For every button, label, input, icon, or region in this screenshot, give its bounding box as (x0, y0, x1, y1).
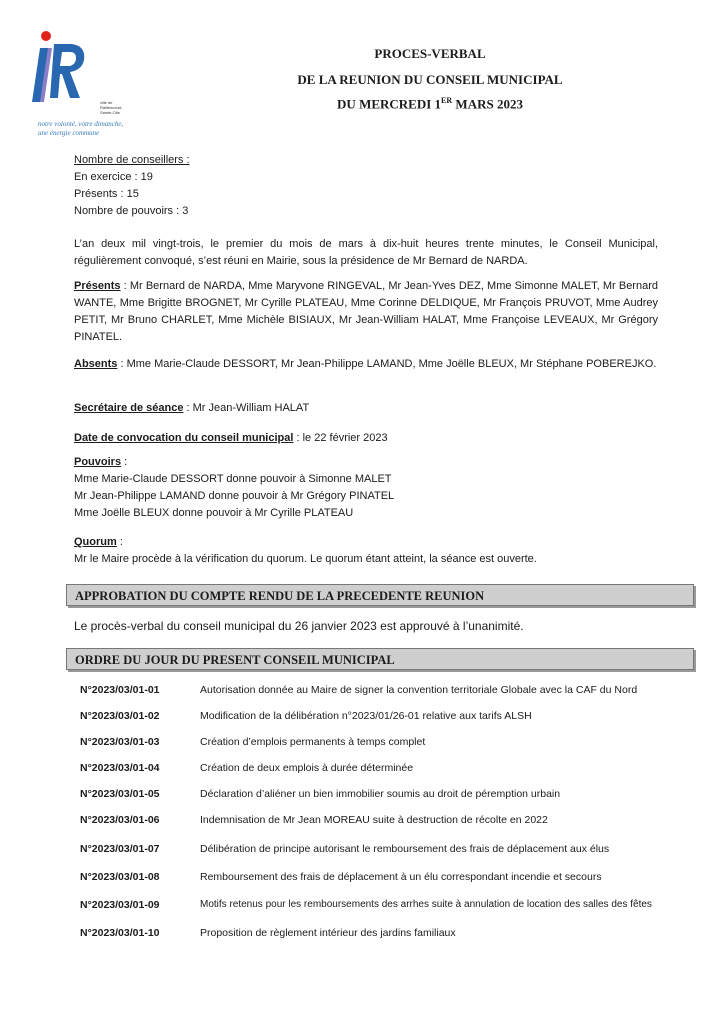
counts-block (74, 152, 190, 220)
counts-exercice: En exercice : 19 (74, 171, 153, 183)
ordre-section-title: ORDRE DU JOUR DU PRESENT CONSEIL MUNICIPAL (66, 648, 694, 670)
logo-subtitle: ville de Raillencourt-Sainte-Olle (100, 100, 123, 115)
pouvoir-item: Mme Joëlle BLEUX donne pouvoir à Mr Cyrille PLATEAU (74, 507, 354, 519)
secretaire-text: : Mr Jean-William HALAT (183, 402, 310, 414)
agenda-text: Remboursement des frais de déplacement à un élu correspondant incendie et secours (200, 871, 602, 883)
agenda-text: Déclaration d’aliéner un bien immobilier soumis au droit de péremption urbain (200, 788, 561, 800)
agenda-text: Délibération de principe autorisant le remboursement des frais de déplacement aux élus (200, 843, 610, 855)
agenda-row (80, 898, 720, 912)
presents-text: : Mr Bernard de NARDA, Mme Maryvone RINGEVAL, Mr Jean-Yves DEZ, Mme Simonne MALET, Mr Bernard WANTE, Mme Brigitte BROGNET, Mr Cyrille PLATEAU, Mme Corinne DELDIQUE, Mr François PRUVOT, Mme Audrey PETIT, Mr Bruno CHARLET, Mme Michèle BISIAUX, Mr Jean-William HALAT, Mme Françoise LEVEAUX, Mr Grégory PINATEL. (74, 280, 658, 343)
agenda-row (80, 813, 720, 827)
secretaire-label: Secrétaire de séance (74, 402, 184, 414)
agenda-row (80, 870, 720, 884)
absents-paragraph (74, 356, 658, 373)
pouvoirs-suffix: : (121, 456, 128, 468)
pouvoir-item: Mme Marie-Claude DESSORT donne pouvoir à Simonne MALET (74, 473, 392, 485)
agenda-number: N°2023/03/01-03 (80, 736, 160, 748)
convocation-text: : le 22 février 2023 (293, 432, 388, 444)
agenda-row (80, 926, 720, 940)
agenda-number: N°2023/03/01-01 (80, 684, 160, 696)
doc-title-line1: PROCES-VERBAL (374, 46, 486, 61)
title-date-b: MARS 2023 (452, 96, 523, 112)
doc-title-line2: DE LA REUNION DU CONSEIL MUNICIPAL (297, 72, 563, 87)
counts-label: Nombre de conseillers : (74, 154, 190, 166)
agenda-row (80, 683, 720, 697)
agenda-number: N°2023/03/01-06 (80, 814, 160, 826)
approbation-text: Le procès-verbal du conseil municipal du 26 janvier 2023 est approuvé à l’unanimité. (74, 619, 524, 633)
agenda-row (80, 709, 720, 723)
title-date-sup: ER (441, 96, 453, 105)
secretaire-line (74, 400, 309, 417)
agenda-text: Modification de la délibération n°2023/01/26-01 relative aux tarifs ALSH (200, 710, 532, 722)
agenda-text: Proposition de règlement intérieur des jardins familiaux (200, 927, 456, 939)
agenda-number: N°2023/03/01-07 (80, 843, 160, 855)
convocation-label: Date de convocation du conseil municipal (74, 432, 294, 444)
pouvoirs-block (74, 454, 394, 522)
logo-tagline: notre volonté, votre dimanche, une énergie commune (38, 120, 124, 137)
quorum-suffix: : (116, 536, 123, 548)
pouvoirs-label: Pouvoirs (74, 456, 122, 468)
agenda-number: N°2023/03/01-05 (80, 788, 160, 800)
pouvoir-item: Mr Jean-Philippe LAMAND donne pouvoir à Mr Grégory PINATEL (74, 490, 395, 502)
quorum-block (74, 534, 674, 568)
agenda-row (80, 787, 720, 801)
agenda-number: N°2023/03/01-09 (80, 899, 160, 911)
intro-paragraph: L’an deux mil vingt-trois, le premier du mois de mars à dix-huit heures trente minutes, le Conseil Municipal, régulièrement convoqué, s’est réuni en Mairie, sous la présidence de Mr Bernard de NARDA. (74, 238, 658, 267)
agenda-row (80, 735, 720, 749)
agenda-number: N°2023/03/01-02 (80, 710, 160, 722)
agenda-text: Indemnisation de Mr Jean MOREAU suite à destruction de récolte en 2022 (200, 814, 548, 826)
agenda-number: N°2023/03/01-08 (80, 871, 160, 883)
agenda-row (80, 842, 720, 856)
counts-pouvoirs: Nombre de pouvoirs : 3 (74, 205, 189, 217)
agenda-text: Motifs retenus pour les remboursements des arrhes suite à annulation de location des salles des fêtes (200, 899, 652, 910)
presents-paragraph (74, 278, 658, 346)
agenda-text: Création de deux emplois à durée déterminée (200, 762, 414, 774)
convocation-line (74, 430, 388, 447)
quorum-label: Quorum (74, 536, 117, 548)
agenda-text: Autorisation donnée au Maire de signer la convention territoriale Globale avec la CAF du Nord (200, 684, 638, 696)
quorum-text: Mr le Maire procède à la vérification du quorum. Le quorum étant atteint, la séance est ouverte. (74, 553, 537, 565)
doc-title-line3 (180, 96, 680, 112)
agenda-text: Création d’emplois permanents à temps complet (200, 736, 426, 748)
town-logo (18, 24, 128, 137)
absents-text: : Mme Marie-Claude DESSORT, Mr Jean-Philippe LAMAND, Mme Joëlle BLEUX, Mr Stéphane POBEREJKO. (117, 358, 657, 370)
presents-label: Présents (74, 280, 121, 292)
approbation-section-title: APPROBATION DU COMPTE RENDU DE LA PRECEDENTE REUNION (66, 584, 694, 606)
title-date-a: DU MERCREDI 1 (337, 96, 442, 112)
agenda-row (80, 761, 720, 775)
agenda-number: N°2023/03/01-10 (80, 927, 160, 939)
counts-presents: Présents : 15 (74, 188, 139, 200)
agenda-number: N°2023/03/01-04 (80, 762, 160, 774)
absents-label: Absents (74, 358, 118, 370)
